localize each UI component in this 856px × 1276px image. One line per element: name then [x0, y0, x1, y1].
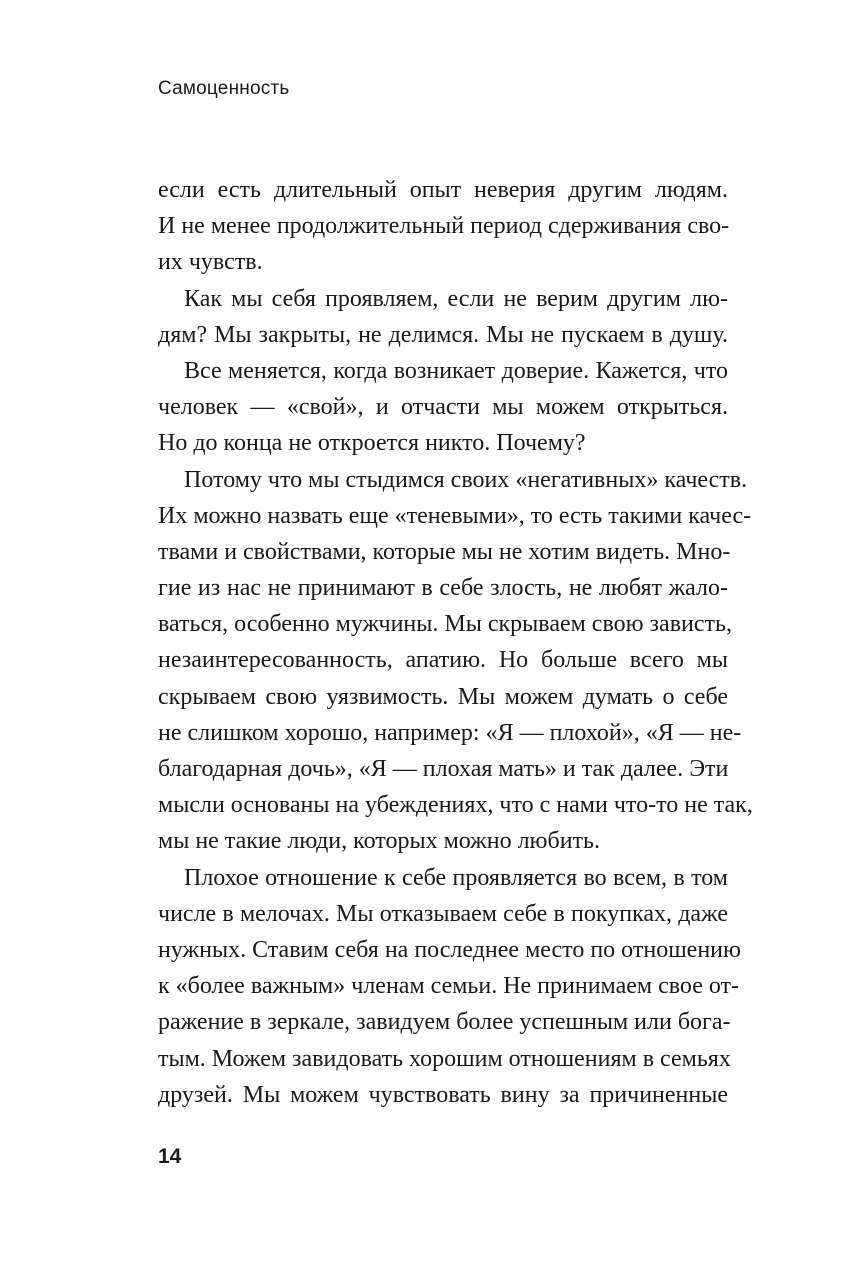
text-line: ваться, особенно мужчины. Мы скрываем свою зависть, — [158, 611, 732, 638]
text-line: благодарная дочь», «Я — плохая мать» и так далее. Эти — [158, 756, 729, 782]
text-line: Плохое отношение к себе проявляется во всем, в том — [184, 864, 728, 891]
running-header: Самоценность — [158, 78, 290, 99]
text-line: мысли основаны на убеждениях, что с нами что-то не так, — [158, 792, 753, 819]
text-line: друзей. Мы можем чувствовать вину за причиненные — [158, 1081, 728, 1108]
text-line: человек — «свой», и отчасти мы можем открыться. — [158, 394, 728, 421]
text-line: не слишком хорошо, например: «Я — плохой», «Я — не- — [158, 719, 742, 746]
text-line: если есть длительный опыт неверия другим людям. — [158, 177, 728, 203]
text-line: мы не такие люди, которых можно любить. — [158, 828, 600, 855]
text-line: числе в мелочах. Мы отказываем себе в покупках, даже — [158, 900, 728, 927]
text-line: Как мы себя проявляем, если не верим другим лю- — [184, 285, 728, 312]
text-line: дям? Мы закрыты, не делимся. Мы не пускаем в душу. — [158, 321, 728, 348]
text-line: нужных. Ставим себя на последнее место по отношению — [158, 936, 741, 963]
page-number: 14 — [158, 1145, 182, 1168]
text-line: тым. Можем завидовать хорошим отношениям в семьях — [158, 1045, 731, 1072]
text-line: И не менее продолжительный период сдерживания сво- — [158, 213, 730, 240]
body-text — [158, 172, 753, 1113]
text-line: их чувств. — [158, 249, 263, 276]
text-line: гие из нас не принимают в себе злость, не любят жало- — [158, 575, 728, 602]
text-line: к «более важным» членам семьи. Не принимаем свое от- — [158, 973, 740, 1000]
text-line: Их можно назвать еще «теневыми», то есть такими качес- — [158, 502, 752, 529]
text-line: твами и свойствами, которые мы не хотим видеть. Мно- — [158, 538, 731, 565]
text-line: Но до конца не откроется никто. Почему? — [158, 430, 586, 457]
text-line: незаинтересованность, апатию. Но больше всего мы — [158, 647, 728, 674]
text-line: Потому что мы стыдимся своих «негативных» качеств. — [184, 466, 748, 493]
text-line: Все меняется, когда возникает доверие. Кажется, что — [184, 357, 728, 384]
text-line: скрываем свою уязвимость. Мы можем думать о себе — [158, 683, 728, 710]
text-line: ражение в зеркале, завидуем более успешным или бога- — [158, 1009, 731, 1036]
